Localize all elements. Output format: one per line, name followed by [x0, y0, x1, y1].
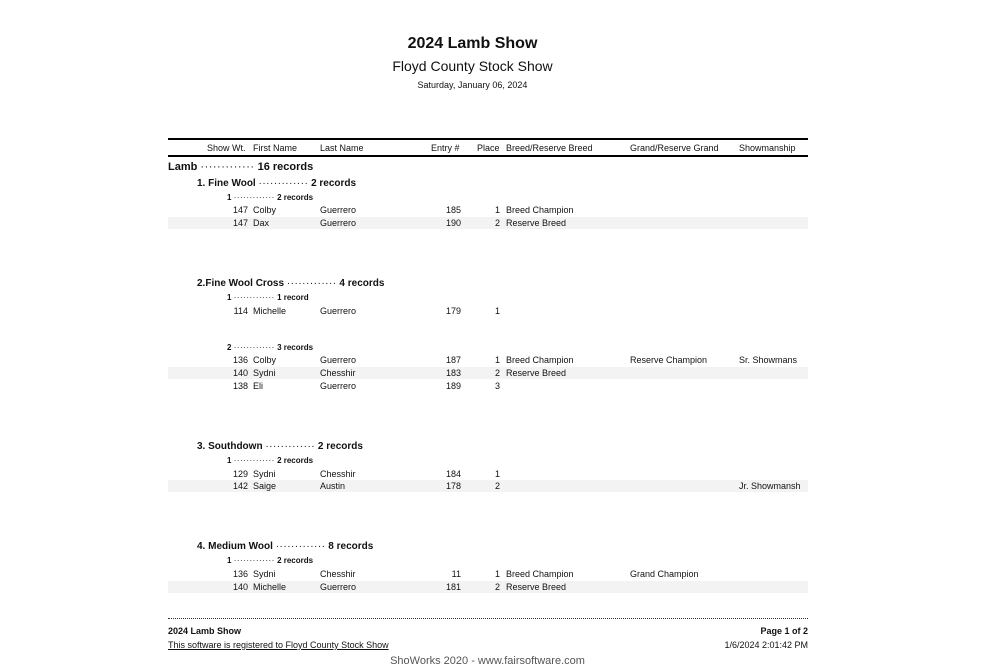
- class-count: 2 records: [277, 193, 314, 202]
- last-name-cell: Guerrero: [320, 306, 357, 316]
- group-heading: [168, 161, 313, 173]
- column-header-first-name: First Name: [253, 143, 298, 153]
- table-row: [168, 380, 808, 392]
- class-name: 1: [227, 193, 232, 202]
- first-name-cell: Sydni: [253, 569, 276, 579]
- place-cell: 3: [494, 381, 500, 391]
- division-count: 2 records: [317, 441, 363, 452]
- entry-cell: 11: [451, 569, 461, 579]
- entry-cell: 185: [445, 205, 461, 215]
- table-row: [168, 204, 808, 216]
- class-dots: ·············: [233, 293, 275, 302]
- first-name-cell: Sydni: [253, 368, 276, 378]
- last-name-cell: Chesshir: [320, 469, 356, 479]
- show-wt-cell: 147: [232, 205, 248, 215]
- column-header-breed: Breed/Reserve Breed: [506, 143, 593, 153]
- first-name-cell: Colby: [253, 205, 277, 215]
- first-name-cell: Saige: [253, 481, 277, 491]
- place-cell: 1: [494, 469, 500, 479]
- class-count: 1 record: [277, 293, 309, 302]
- class-dots: ·············: [233, 456, 275, 465]
- first-name-cell: Michelle: [253, 306, 287, 316]
- class-heading: [227, 343, 313, 352]
- last-name-cell: Guerrero: [320, 582, 357, 592]
- class-heading: [227, 456, 313, 465]
- last-name-cell: Chesshir: [320, 368, 356, 378]
- group-count: 16 records: [257, 161, 314, 173]
- show-wt-cell: 138: [232, 381, 248, 391]
- entry-cell: 189: [445, 381, 461, 391]
- footer-page-number: Page 1 of 2: [760, 626, 808, 636]
- breed-cell: Reserve Breed: [506, 218, 567, 228]
- last-name-cell: Chesshir: [320, 569, 356, 579]
- place-cell: 2: [494, 582, 500, 592]
- division-count: 4 records: [339, 278, 385, 289]
- division-name: 4. Medium Wool: [197, 541, 273, 552]
- group-dots: ·············: [200, 161, 255, 173]
- breed-cell: Reserve Breed: [506, 368, 567, 378]
- division-dots: ·············: [286, 278, 337, 289]
- first-name-cell: Sydni: [253, 469, 276, 479]
- entry-cell: 178: [445, 481, 461, 491]
- table-row: [168, 305, 808, 317]
- division-dots: ·············: [265, 441, 316, 452]
- show-wt-cell: 136: [232, 569, 248, 579]
- show-wt-cell: 140: [232, 368, 248, 378]
- footer-rule: [168, 618, 808, 619]
- entry-cell: 184: [445, 469, 461, 479]
- table-row: [168, 217, 808, 229]
- last-name-cell: Guerrero: [320, 218, 357, 228]
- table-row: [168, 367, 808, 379]
- show-wt-cell: 140: [232, 582, 248, 592]
- breed-cell: Breed Champion: [506, 569, 574, 579]
- division-count: 2 records: [311, 178, 357, 189]
- entry-cell: 183: [445, 368, 461, 378]
- entry-cell: 187: [445, 355, 461, 365]
- report-title: 2024 Lamb Show: [407, 35, 538, 52]
- footer-registration-link[interactable]: This software is registered to Floyd County Stock Show: [168, 640, 389, 650]
- show-wt-cell: 147: [232, 218, 248, 228]
- class-heading: [227, 193, 313, 202]
- place-cell: 2: [494, 481, 500, 491]
- place-cell: 2: [494, 368, 500, 378]
- class-name: 1: [227, 556, 232, 565]
- show-wt-cell: 129: [232, 469, 248, 479]
- last-name-cell: Guerrero: [320, 381, 357, 391]
- division-heading: [197, 441, 363, 452]
- place-cell: 1: [494, 205, 500, 215]
- class-dots: ·············: [233, 343, 275, 352]
- place-cell: 1: [494, 569, 500, 579]
- column-header-show-wt: Show Wt.: [207, 143, 246, 153]
- division-heading: [197, 178, 356, 189]
- last-name-cell: Austin: [320, 481, 346, 491]
- division-name: 1. Fine Wool: [197, 178, 256, 189]
- column-header-showmanship: Showmanship: [739, 143, 796, 153]
- first-name-cell: Michelle: [253, 582, 287, 592]
- division-dots: ·············: [258, 178, 309, 189]
- grand-cell: Grand Champion: [630, 569, 699, 579]
- division-dots: ·············: [275, 541, 326, 552]
- entry-cell: 181: [445, 582, 461, 592]
- column-header-grand: Grand/Reserve Grand: [630, 143, 719, 153]
- column-header-last-name: Last Name: [320, 143, 364, 153]
- footer-timestamp: 1/6/2024 2:01:42 PM: [724, 640, 808, 650]
- place-cell: 2: [494, 218, 500, 228]
- showmanship-cell: Sr. Showmans: [739, 355, 798, 365]
- class-count: 3 records: [277, 343, 314, 352]
- class-name: 1: [227, 293, 232, 302]
- place-cell: 1: [494, 355, 500, 365]
- footer-report-title: 2024 Lamb Show: [168, 626, 242, 636]
- table-row: [168, 568, 808, 580]
- header-rule-top: [168, 138, 808, 140]
- class-heading: [227, 293, 309, 302]
- show-wt-cell: 142: [232, 481, 248, 491]
- show-wt-cell: 136: [232, 355, 248, 365]
- class-dots: ·············: [233, 556, 275, 565]
- division-count: 8 records: [328, 541, 374, 552]
- division-name: 2.Fine Wool Cross: [197, 278, 285, 289]
- class-count: 2 records: [277, 456, 314, 465]
- table-row: [168, 468, 808, 480]
- last-name-cell: Guerrero: [320, 355, 357, 365]
- report-subtitle: Floyd County Stock Show: [392, 58, 553, 74]
- first-name-cell: Eli: [253, 381, 264, 391]
- report-date: Saturday, January 06, 2024: [417, 80, 528, 90]
- class-dots: ·············: [233, 193, 275, 202]
- breed-cell: Breed Champion: [506, 355, 574, 365]
- last-name-cell: Guerrero: [320, 205, 357, 215]
- grand-cell: Reserve Champion: [630, 355, 708, 365]
- class-count: 2 records: [277, 556, 314, 565]
- column-header-entry: Entry #: [431, 143, 460, 153]
- header-rule-bottom: [168, 155, 808, 157]
- division-heading: [197, 278, 384, 289]
- breed-cell: Reserve Breed: [506, 582, 567, 592]
- table-row: [168, 581, 808, 593]
- entry-cell: 190: [445, 218, 461, 228]
- table-row: [168, 480, 808, 492]
- division-name: 3. Southdown: [197, 441, 263, 452]
- table-row: [168, 354, 808, 366]
- breed-cell: Breed Champion: [506, 205, 574, 215]
- division-heading: [197, 541, 373, 552]
- software-credit: ShoWorks 2020 - www.fairsoftware.com: [390, 655, 585, 667]
- group-name: Lamb: [168, 161, 198, 173]
- showmanship-cell: Jr. Showmansh: [739, 481, 801, 491]
- first-name-cell: Dax: [253, 218, 270, 228]
- class-heading: [227, 556, 313, 565]
- first-name-cell: Colby: [253, 355, 277, 365]
- entry-cell: 179: [445, 306, 461, 316]
- show-wt-cell: 114: [233, 306, 248, 316]
- column-header-place: Place: [477, 143, 500, 153]
- place-cell: 1: [494, 306, 500, 316]
- class-name: 2: [227, 343, 232, 352]
- class-name: 1: [227, 456, 232, 465]
